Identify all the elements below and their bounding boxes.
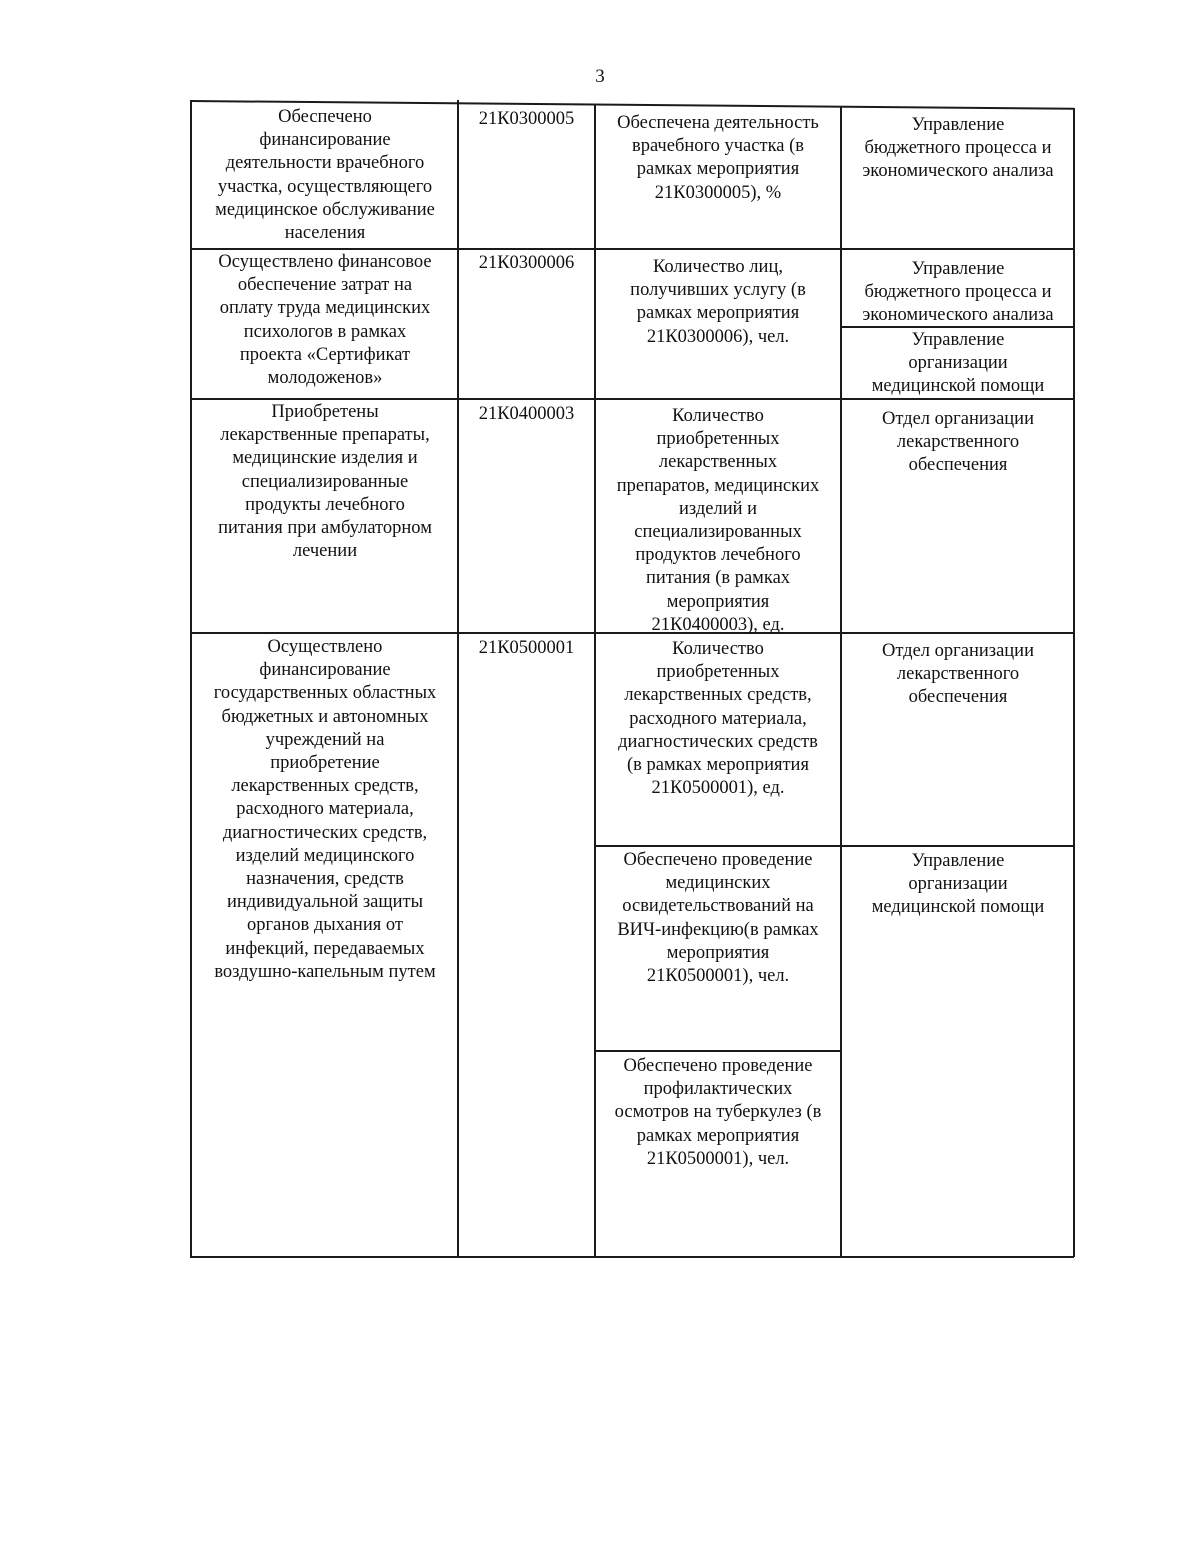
table-row-2-code: 21К0300006	[478, 253, 575, 273]
table-row-1-indicator: Обеспечена деятельность врачебного участка (в рамках мероприятия 21К0300005), %	[617, 113, 819, 203]
table-row-2-result: Осуществлено финансовое обеспечение затрат на оплату труда медицинских психологов в рамках проекта «Сертификат молодоженов»	[218, 252, 432, 389]
table-border-right	[1073, 108, 1075, 1257]
table-row-2-responsible-2: Управление организации медицинской помощи	[871, 330, 1045, 397]
table-row-4-indicator-3: Обеспечено проведение профилактических осмотров на туберкулез (в рамках мероприятия 21К0500001), чел.	[614, 1056, 822, 1169]
subrow-separator-1	[594, 845, 1074, 847]
table-row-4-responsible-2: Управление организации медицинской помощи	[871, 851, 1045, 918]
table-divider-col3	[840, 106, 842, 1257]
table-divider-col2	[594, 104, 596, 1257]
table-row-3-indicator: Количество приобретенных лекарственных препаратов, медицинских изделий и специализированных продуктов лечебного питания (в рамках мероприятия 21К0400003), ед.	[616, 406, 820, 635]
table-row-4-code: 21К0500001	[478, 638, 575, 658]
table-row-3-result: Приобретены лекарственные препараты, медицинские изделия и специализированные продукты лечебного питания при амбулаторном лечении	[218, 402, 432, 562]
table-row-3-responsible: Отдел организации лекарственного обеспечения	[881, 409, 1034, 476]
table-row-2-responsible-1: Управление бюджетного процесса и экономического анализа	[862, 259, 1054, 326]
table-row-4-indicator-1: Количество приобретенных лекарственных средств, расходного материала, диагностических средств (в рамках мероприятия 21К0500001), ед.	[618, 639, 818, 799]
subrow-separator-2	[594, 1050, 841, 1052]
table-border-bottom	[190, 1256, 1074, 1258]
table-border-left	[190, 100, 192, 1257]
table-divider-col1	[457, 100, 459, 1257]
table-row-1-result: Обеспечено финансирование деятельности врачебного участка, осуществляющего медицинское обслуживание населения	[215, 107, 435, 244]
table-row-1-responsible: Управление бюджетного процесса и экономического анализа	[862, 115, 1054, 182]
row-separator-1	[190, 248, 1074, 250]
table-row-4-result: Осуществлено финансирование государственных областных бюджетных и автономных учреждений на приобретение лекарственных средств, расходного материала, диагностических средств, изделий медицинского назначения, средств индивидуальной защиты органов дыхания от инфекций, передаваемых воздушно-капельным путем	[213, 637, 437, 982]
table-row-1-code: 21К0300005	[478, 109, 575, 129]
table-row-4-responsible-1: Отдел организации лекарственного обеспечения	[881, 641, 1034, 708]
table-row-4-indicator-2: Обеспечено проведение медицинских освидетельствований на ВИЧ-инфекцию(в рамках мероприятия 21К0500001), чел.	[617, 850, 819, 987]
page-number: 3	[595, 66, 605, 87]
table-row-2-indicator: Количество лиц, получивших услугу (в рамках мероприятия 21К0300006), чел.	[630, 257, 806, 347]
table-row-3-code: 21К0400003	[478, 404, 575, 424]
